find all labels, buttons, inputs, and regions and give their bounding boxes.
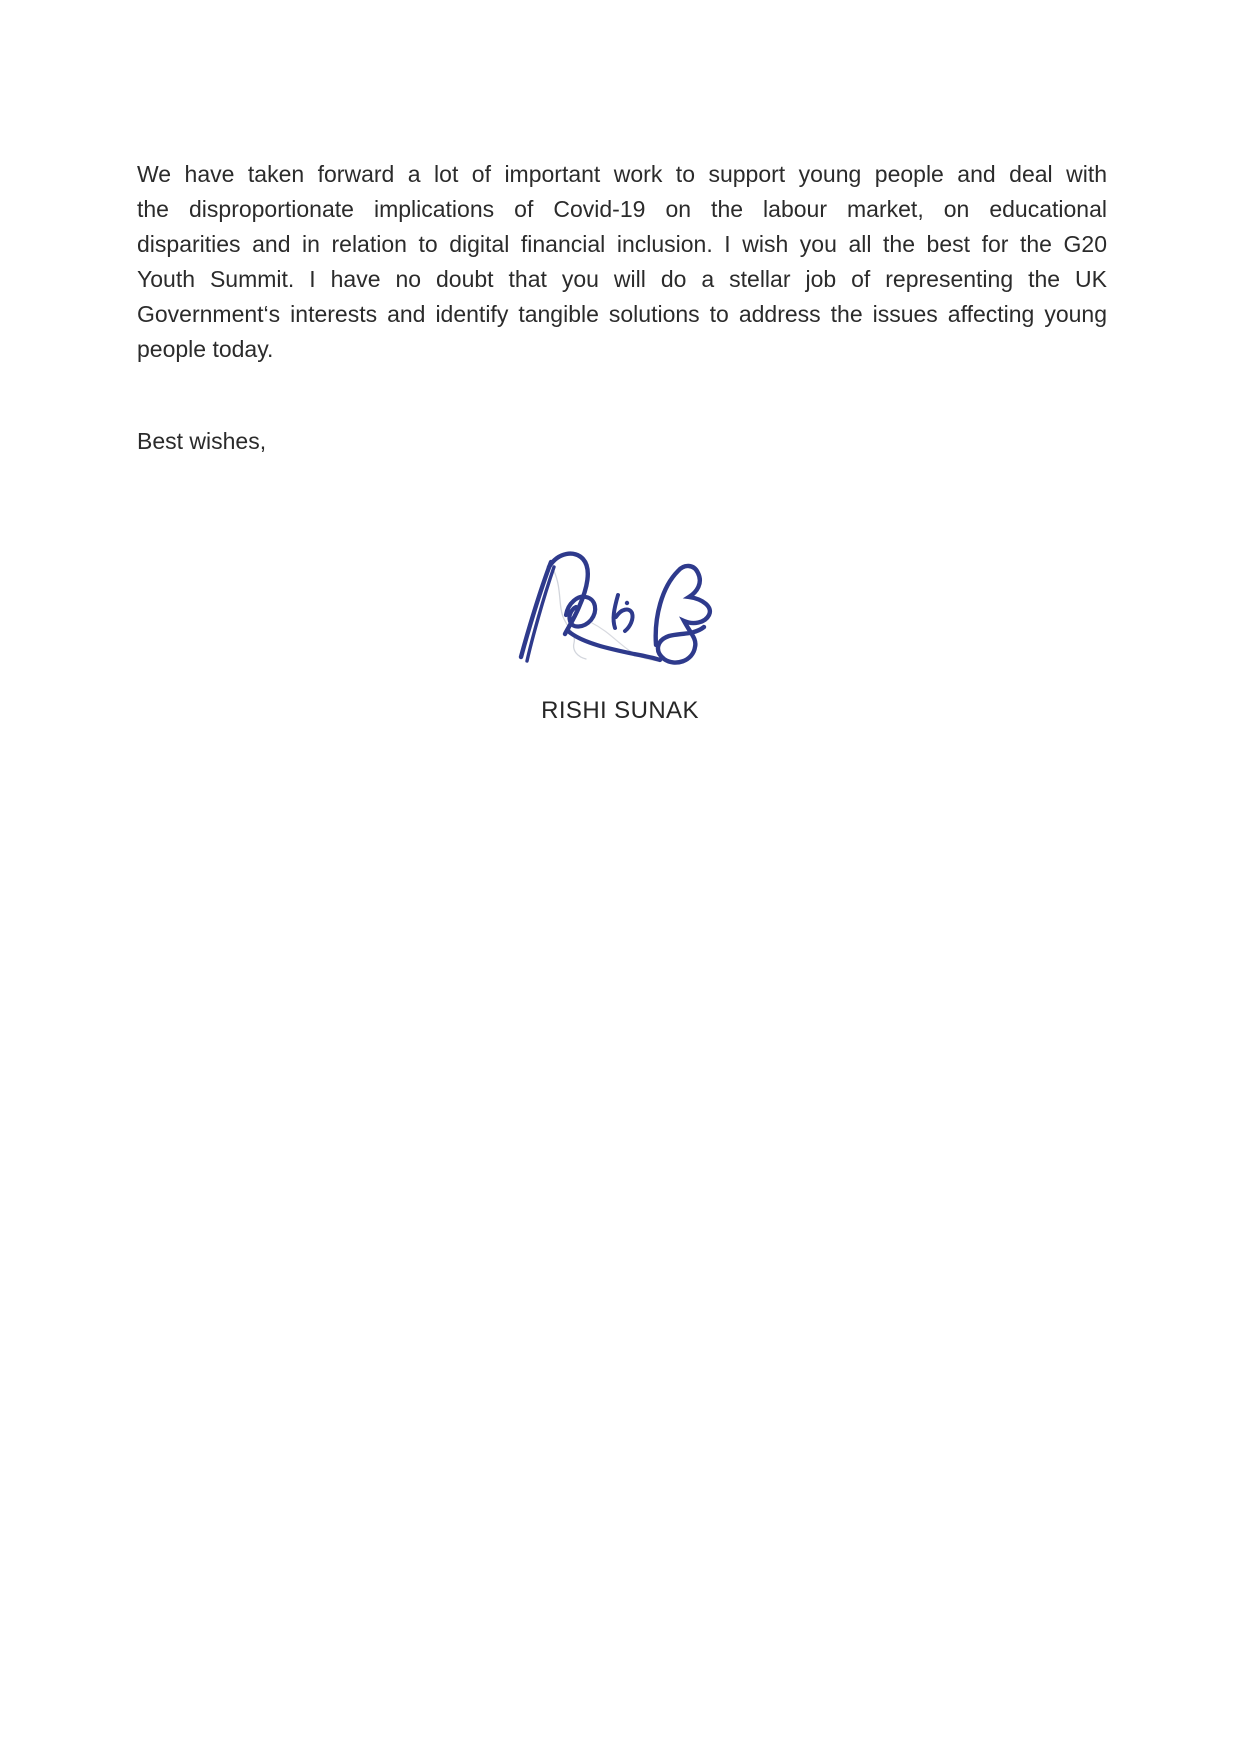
signature (518, 547, 730, 675)
closing-line: Best wishes, (137, 428, 267, 454)
body-line: the disproportionate implications of Covid-19 on the labour market, on educational (137, 196, 1107, 222)
body-line: disparities and in relation to digital financial inclusion. I wish you all the best for the G20 (137, 231, 1107, 257)
rishi-sunak-signature-image (518, 547, 730, 675)
signer-name: RISHI SUNAK (541, 697, 699, 724)
body-line: Youth Summit. I have no doubt that you will do a stellar job of representing the UK (137, 266, 1107, 292)
letter-body-paragraph (137, 157, 1107, 367)
body-line: people today. (137, 336, 274, 362)
body-line: We have taken forward a lot of important work to support young people and deal with (137, 161, 1107, 187)
body-line: Government‘s interests and identify tangible solutions to address the issues affecting young (137, 301, 1107, 327)
